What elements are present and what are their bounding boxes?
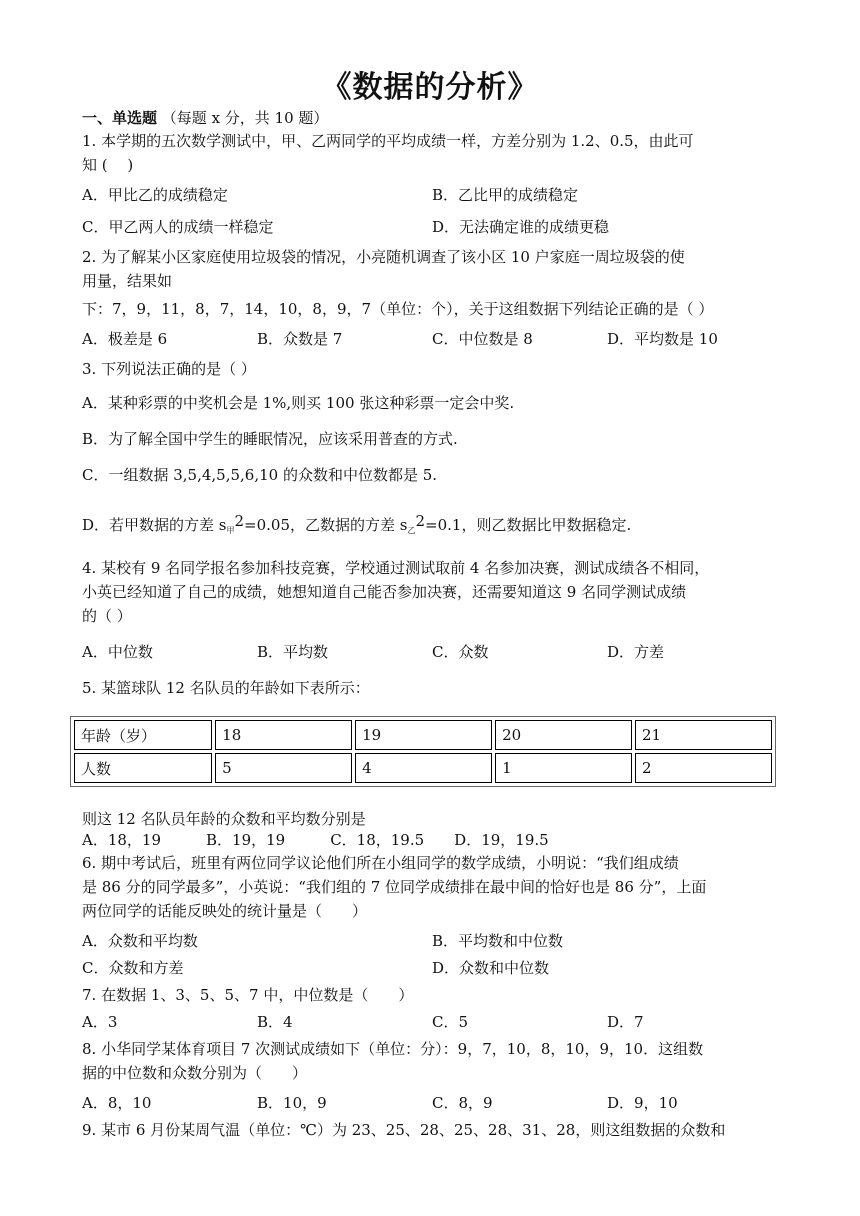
- question-1-line-2: 知 ( ): [82, 156, 134, 174]
- age-table: [70, 716, 776, 787]
- question-7-options: [82, 1010, 782, 1034]
- question-2-option-d: D．平均数是 10: [607, 330, 718, 348]
- question-1-option-d: D．无法确定谁的成绩更稳: [432, 218, 610, 236]
- table-row: [74, 753, 772, 783]
- question-4: [82, 556, 782, 628]
- question-1-line-1: 1. 本学期的五次数学测试中，甲、乙两同学的平均成绩一样，方差分别为 1.2、0.5，由此可: [82, 132, 694, 150]
- variance-subscript-yi: 乙: [407, 526, 416, 535]
- question-8: [82, 1037, 782, 1085]
- question-2-option-b: B．众数是 7: [257, 330, 343, 348]
- question-7-option-c: C．5: [432, 1013, 469, 1031]
- question-5-options: A．18，19 B．19，19 C．18，19.5 D．19，19.5: [82, 831, 549, 849]
- table-cell: 5: [215, 753, 352, 783]
- question-6-options-row-1: [82, 929, 782, 953]
- question-9-line-1: 9. 某市 6 月份某周气温（单位：℃）为 23、25、28、25、28、31、28，则这组数据的众数和: [82, 1121, 726, 1139]
- question-2: [82, 245, 782, 321]
- question-5-stem: 5. 某篮球队 12 名队员的年龄如下表所示：: [82, 679, 370, 697]
- question-4-line-3: 的（ ）: [82, 607, 132, 625]
- question-3-option-d: [82, 513, 782, 540]
- question-3-option-d-part-1: D．若甲数据的方差 s: [82, 516, 227, 534]
- question-7-option-b: B．4: [257, 1013, 293, 1031]
- question-4-option-b: B．平均数: [257, 643, 329, 661]
- question-1-options-row-2: [82, 215, 782, 239]
- table-cell: 18: [215, 720, 352, 750]
- question-3-option-d-part-2: =0.05，乙数据的方差 s: [244, 516, 408, 534]
- question-7-stem: 7. 在数据 1、3、5、5、7 中，中位数是（ ）: [82, 986, 414, 1004]
- question-4-option-a: A．中位数: [82, 643, 153, 661]
- table-cell: 2: [635, 753, 772, 783]
- section-heading: [82, 108, 782, 129]
- question-4-option-c: C．众数: [432, 643, 489, 661]
- question-2-option-a: A．极差是 6: [82, 330, 168, 348]
- question-7-option-d: D．7: [607, 1013, 644, 1031]
- question-6-line-3: 两位同学的话能反映处的统计量是（ ）: [82, 902, 368, 920]
- question-8-line-2: 据的中位数和众数分别为（ ）: [82, 1064, 308, 1082]
- question-6-option-d: D．众数和中位数: [432, 959, 550, 977]
- question-4-line-1: 4. 某校有 9 名同学报名参加科技竞赛，学校通过测试取前 4 名参加决赛，测试成绩各不相同，: [82, 559, 710, 577]
- variance-subscript-jia: 甲: [226, 526, 235, 535]
- section-note: （每题 x 分，共 10 题）: [161, 109, 329, 127]
- question-4-line-2: 小英已经知道了自己的成绩，她想知道自己能否参加决赛，还需要知道这 9 名同学测试成绩: [82, 583, 687, 601]
- question-3-option-a: A．某种彩票的中奖机会是 1%,则买 100 张这种彩票一定会中奖.: [82, 394, 515, 412]
- table-cell: 1: [495, 753, 632, 783]
- question-2-line-1: 2. 为了解某小区家庭使用垃圾袋的情况，小亮随机调查了该小区 10 户家庭一周垃圾袋的使: [82, 248, 685, 266]
- question-1-option-a: A．甲比乙的成绩稳定: [82, 186, 228, 204]
- question-8-option-d: D．9，10: [607, 1094, 678, 1112]
- question-4-option-d: D．方差: [607, 643, 665, 661]
- question-1-option-b: B．乙比甲的成绩稳定: [432, 186, 579, 204]
- question-6: [82, 851, 782, 923]
- question-5-followup: 则这 12 名队员年龄的众数和平均数分别是: [82, 810, 366, 828]
- table-cell: 19: [355, 720, 492, 750]
- question-8-options: [82, 1091, 782, 1115]
- variance-superscript-2: 2: [415, 512, 426, 530]
- question-1: [82, 129, 782, 177]
- table-cell: 年龄（岁）: [74, 720, 212, 750]
- question-3-stem: 3. 下列说法正确的是（ ）: [82, 360, 256, 378]
- question-8-option-c: C．8，9: [432, 1094, 493, 1112]
- question-6-option-c: C．众数和方差: [82, 959, 184, 977]
- question-8-line-1: 8. 小华同学某体育项目 7 次测试成绩如下（单位：分）：9，7，10，8，10，9，10．这组数: [82, 1040, 704, 1058]
- question-6-line-2: 是 86 分的同学最多”，小英说：“我们组的 7 位同学成绩排在最中间的恰好也是 86 分”，上面: [82, 878, 707, 896]
- question-3-option-c: C．一组数据 3,5,4,5,5,6,10 的众数和中位数都是 5.: [82, 466, 438, 484]
- table-cell: 4: [355, 753, 492, 783]
- question-1-option-c: C．甲乙两人的成绩一样稳定: [82, 218, 274, 236]
- question-3-option-b: B．为了解全国中学生的睡眠情况，应该采用普查的方式.: [82, 430, 458, 448]
- table-cell: 人数: [74, 753, 212, 783]
- question-list: [82, 108, 782, 1142]
- question-6-options-row-2: [82, 956, 782, 980]
- table-cell: 20: [495, 720, 632, 750]
- question-2-line-2: 用量，结果如: [82, 272, 173, 290]
- question-7-option-a: A．3: [82, 1013, 118, 1031]
- question-2-options: [82, 327, 782, 351]
- question-8-option-b: B．10，9: [257, 1094, 327, 1112]
- question-6-line-1: 6. 期中考试后，班里有两位同学议论他们所在小组同学的数学成绩，小明说：“我们组成绩: [82, 854, 679, 872]
- variance-superscript-1: 2: [234, 512, 245, 530]
- question-3-option-d-part-3: =0.1，则乙数据比甲数据稳定.: [425, 516, 632, 534]
- question-1-options-row-1: [82, 183, 782, 207]
- question-8-option-a: A．8，10: [82, 1094, 152, 1112]
- question-6-option-a: A．众数和平均数: [82, 932, 198, 950]
- section-title: 一、单选题: [82, 109, 158, 127]
- question-6-option-b: B．平均数和中位数: [432, 932, 564, 950]
- question-2-option-c: C．中位数是 8: [432, 330, 533, 348]
- table-cell: 21: [635, 720, 772, 750]
- page-title: 《数据的分析》: [321, 70, 539, 105]
- question-4-options: [82, 640, 782, 664]
- table-row: [74, 720, 772, 750]
- question-2-line-3: 下：7，9，11，8，7，14，10，8，9，7（单位：个），关于这组数据下列结论正确的是（ ）: [82, 300, 714, 318]
